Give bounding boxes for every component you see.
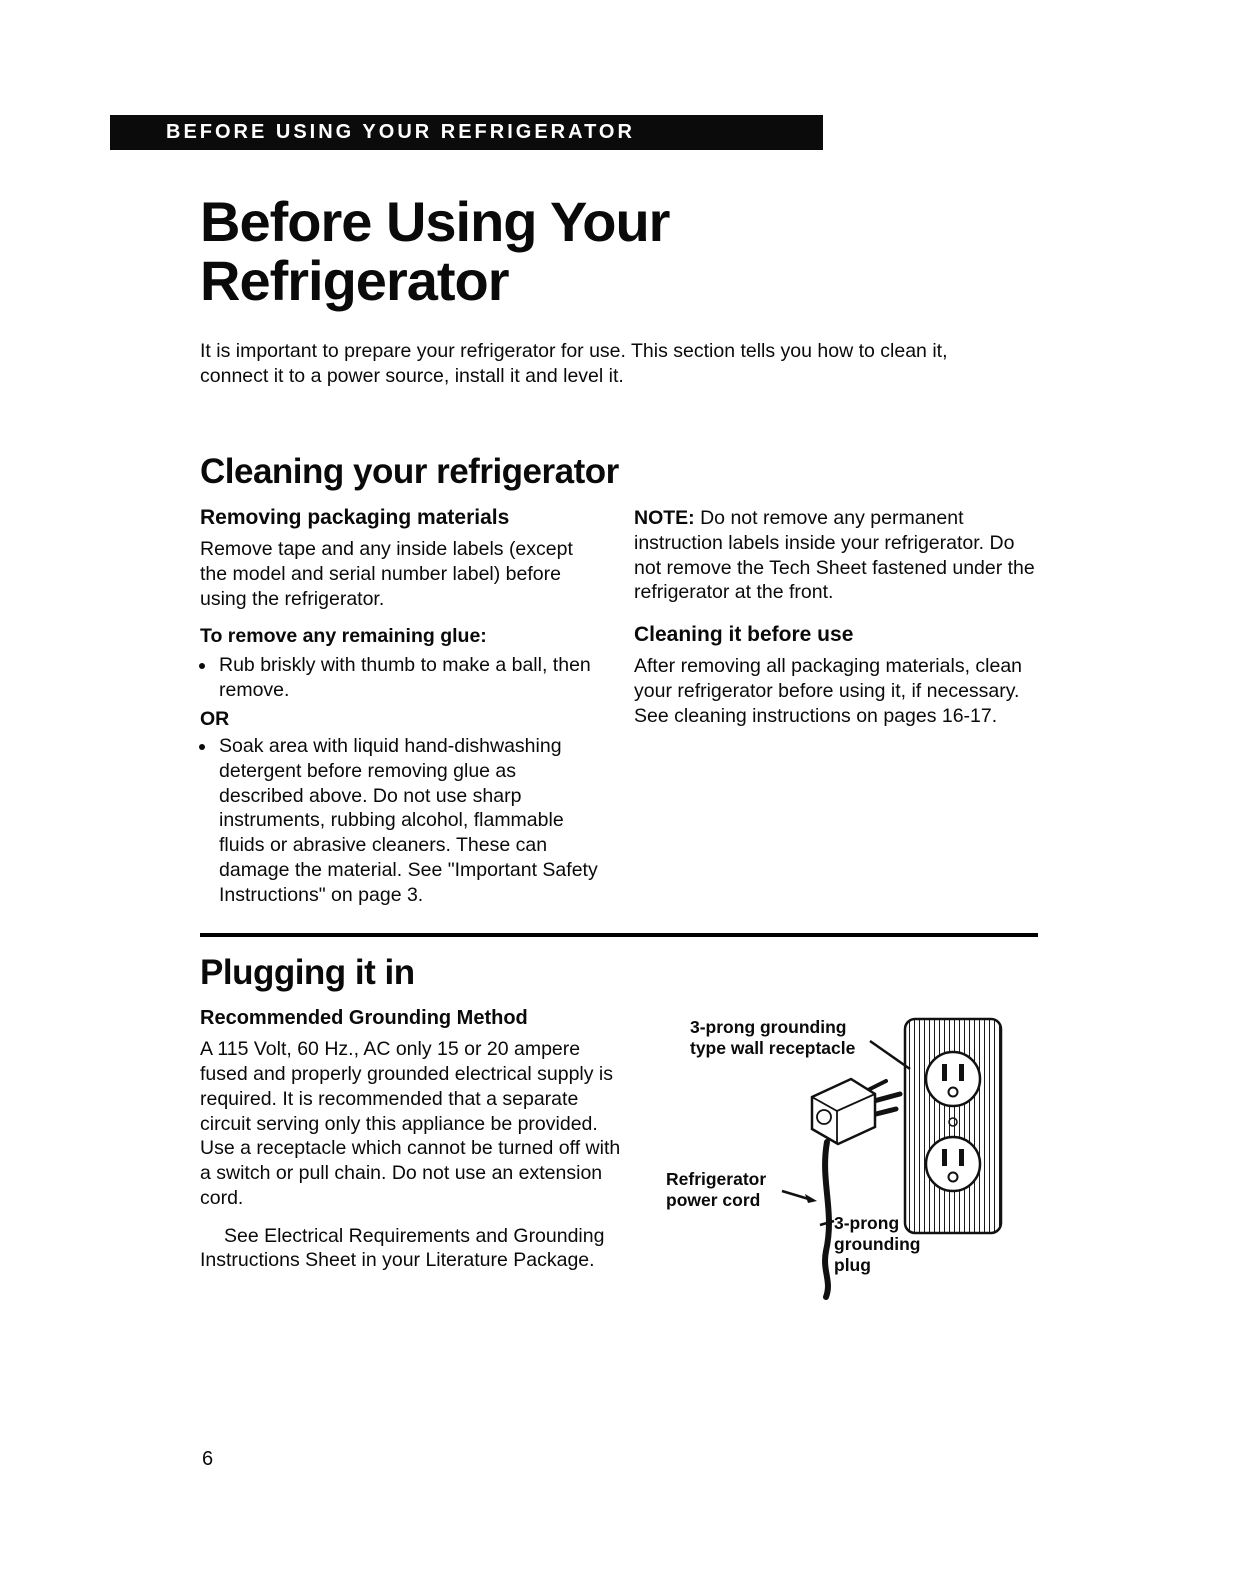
plugging-columns bbox=[200, 1007, 1038, 1323]
intro-paragraph: It is important to prepare your refrigerator for use. This section tells you how to clean it, connect it to a power source, install it and level it. bbox=[200, 339, 948, 388]
grounding-paragraph-2: See Electrical Requirements and Grounding Instructions Sheet in your Literature Package. bbox=[200, 1224, 605, 1272]
power-cord-label: Refrigerator power cord bbox=[666, 1169, 767, 1210]
power-cord-drawing bbox=[825, 1142, 829, 1297]
plugging-left-column bbox=[200, 1007, 632, 1323]
glue-bullet-2: • Soak area with liquid hand-dishwashing detergent before removing glue as described above. Do not use sharp instruments, rubbing alcohol, flammable fluids or abrasive cleaners. These can damage the material. See "Important Safety Instructions" on page 3. bbox=[217, 734, 604, 907]
cleaning-columns bbox=[200, 506, 1038, 911]
grounding-paragraph-1: A 115 Volt, 60 Hz., AC only 15 or 20 ampere fused and properly grounded electrical supply is required. It is recommended that a separate circuit serving only this appliance be provided. Use a receptacle which cannot be turned off with a switch or pull chain. Do not use an extension cord. bbox=[200, 1038, 621, 1209]
section-divider-rule bbox=[200, 933, 1038, 937]
cleaning-right-column bbox=[634, 506, 1038, 911]
removing-packaging-subheading: Removing packaging materials bbox=[200, 506, 510, 530]
glue-heading: To remove any remaining glue: bbox=[200, 625, 487, 648]
cleaning-before-use-paragraph: After removing all packaging materials, clean your refrigerator before using it, if necessary. See cleaning instructions on pages 16-17. bbox=[634, 655, 1023, 727]
cleaning-left-column bbox=[200, 506, 604, 911]
wall-receptacle-drawing bbox=[905, 1019, 1001, 1233]
plug-drawing bbox=[812, 1079, 900, 1144]
receptacle-label: 3-prong grounding type wall receptacle bbox=[690, 1017, 856, 1058]
page-title: Before Using Your Refrigerator bbox=[200, 190, 670, 313]
page-content bbox=[200, 192, 1038, 1323]
note-label: NOTE: bbox=[634, 507, 695, 530]
note-paragraph bbox=[634, 506, 1038, 605]
glue-bullet-1: • Rub briskly with thumb to make a ball, then remove. bbox=[217, 653, 604, 703]
header-bar-title: BEFORE USING YOUR REFRIGERATOR bbox=[166, 121, 635, 143]
plugging-right-column bbox=[662, 1007, 1066, 1323]
grounding-plug-label: 3-prong grounding plug bbox=[834, 1213, 921, 1275]
cleaning-section bbox=[200, 452, 1038, 911]
glue-bullet-list bbox=[200, 653, 604, 703]
plugging-section bbox=[200, 953, 1038, 1323]
cleaning-before-use-subheading: Cleaning it before use bbox=[634, 623, 854, 647]
glue-bullet-list-2 bbox=[200, 734, 604, 907]
page-number: 6 bbox=[202, 1448, 214, 1470]
plugging-heading: Plugging it in bbox=[200, 953, 415, 993]
removing-packaging-paragraph: Remove tape and any inside labels (except the model and serial number label) before using the refrigerator. bbox=[200, 538, 573, 610]
note-text: Do not remove any permanent instruction labels inside your refrigerator. Do not remove the Tech Sheet fastened under the refrigerator at the front. bbox=[634, 507, 1035, 604]
or-divider: OR bbox=[200, 707, 230, 730]
header-bar bbox=[110, 115, 823, 150]
grounding-figure bbox=[662, 1011, 1066, 1323]
grounding-method-subheading: Recommended Grounding Method bbox=[200, 1007, 528, 1030]
cleaning-heading: Cleaning your refrigerator bbox=[200, 452, 619, 492]
